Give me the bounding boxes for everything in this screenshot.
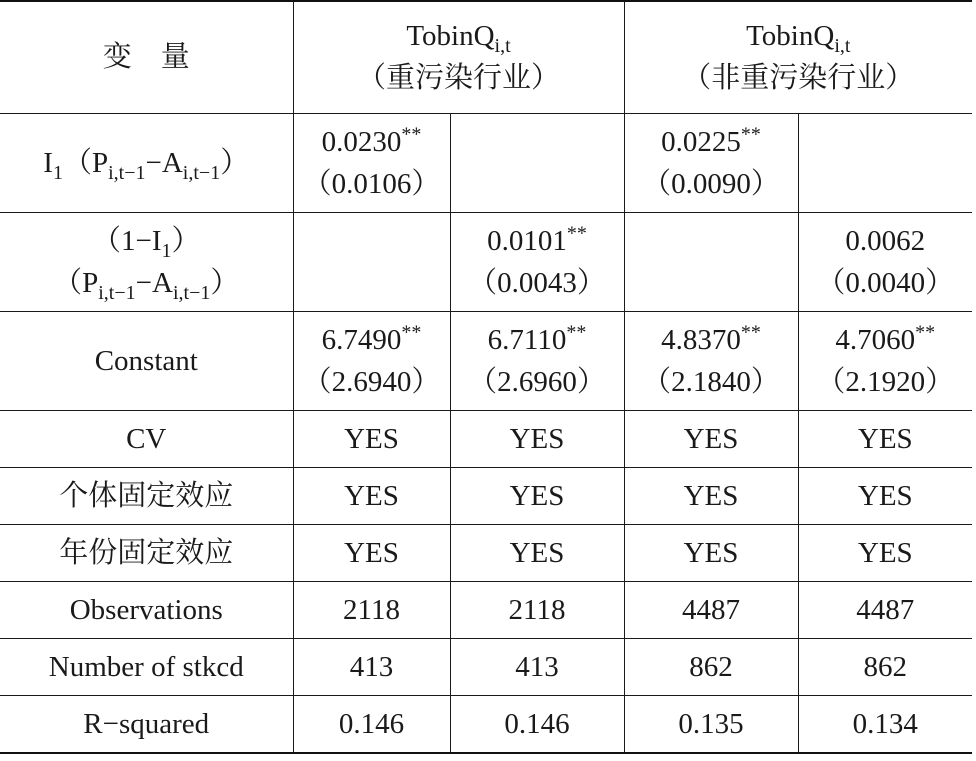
nonheavy-group-label: （非重污染行业） — [682, 62, 915, 95]
row-label-individual-fe: 个体固定效应 — [0, 467, 293, 524]
heavy-dv-name: TobinQ — [406, 20, 495, 53]
table-cell: 2118 — [293, 581, 450, 638]
nonheavy-pollution-header — [624, 1, 972, 113]
cell-constant-4: 4.7060** （2.1920） — [798, 311, 972, 410]
table-cell: YES — [624, 524, 798, 581]
row-label-i1: $I_1(P_{i,t-1}-A_{i,t-1})$ — [0, 113, 293, 212]
table-cell: YES — [450, 467, 624, 524]
table-cell: YES — [798, 467, 972, 524]
row-label-observations: Observations — [0, 581, 293, 638]
table-cell: 862 — [798, 638, 972, 695]
cell-i1c-heavy-1 — [293, 212, 450, 311]
row-label-year-fe: 年份固定效应 — [0, 524, 293, 581]
variable-header — [0, 1, 293, 113]
header-row — [0, 1, 972, 113]
cell-constant-2: 6.7110** （2.6960） — [450, 311, 624, 410]
row-label-one-minus-i1: $(1-I_1)$ $(P_{i,t-1}-A_{i,t-1})$ — [0, 212, 293, 311]
table-row — [0, 638, 972, 695]
table-row — [0, 212, 972, 311]
row-label-r-squared: R−squared — [0, 695, 293, 753]
table-cell: YES — [624, 410, 798, 467]
row-label-number-of-stkcd: Number of stkcd — [0, 638, 293, 695]
table-cell: YES — [293, 467, 450, 524]
cell-i1-heavy-1: 0.0230** （0.0106） — [293, 113, 450, 212]
variable-header-label: 变 量 — [102, 41, 190, 74]
heavy-pollution-header — [293, 1, 624, 113]
heavy-group-label: （重污染行业） — [357, 62, 561, 95]
table-cell: 413 — [450, 638, 624, 695]
table-cell: YES — [798, 524, 972, 581]
table-cell: 4487 — [798, 581, 972, 638]
table-cell: YES — [624, 467, 798, 524]
table-cell: YES — [450, 524, 624, 581]
cell-i1c-nonheavy-1 — [624, 212, 798, 311]
table-cell: 0.146 — [450, 695, 624, 753]
row-label-constant: Constant — [0, 311, 293, 410]
table-row — [0, 311, 972, 410]
table-cell: YES — [798, 410, 972, 467]
table-cell: 413 — [293, 638, 450, 695]
table-row — [0, 467, 972, 524]
table-cell: 2118 — [450, 581, 624, 638]
cell-i1c-heavy-2: 0.0101** （0.0043） — [450, 212, 624, 311]
row-label-cv: CV — [0, 410, 293, 467]
cell-i1c-nonheavy-2: 0.0062 （0.0040） — [798, 212, 972, 311]
table-cell: 0.135 — [624, 695, 798, 753]
table-row — [0, 410, 972, 467]
table-row — [0, 113, 972, 212]
heavy-dv-sub: i,t — [494, 35, 511, 58]
nonheavy-dv-name: TobinQ — [746, 20, 835, 53]
table-cell: 862 — [624, 638, 798, 695]
table-row — [0, 524, 972, 581]
cell-constant-1: 6.7490** （2.6940） — [293, 311, 450, 410]
cell-i1-nonheavy-1: 0.0225** （0.0090） — [624, 113, 798, 212]
table-cell: YES — [450, 410, 624, 467]
nonheavy-dv-sub: i,t — [834, 35, 851, 58]
cell-i1-heavy-2 — [450, 113, 624, 212]
table-cell: 0.134 — [798, 695, 972, 753]
table-cell: YES — [293, 524, 450, 581]
cell-constant-3: 4.8370** （2.1840） — [624, 311, 798, 410]
cell-i1-nonheavy-2 — [798, 113, 972, 212]
table-cell: YES — [293, 410, 450, 467]
table-cell: 0.146 — [293, 695, 450, 753]
table-row — [0, 695, 972, 753]
table-cell: 4487 — [624, 581, 798, 638]
table-row — [0, 581, 972, 638]
